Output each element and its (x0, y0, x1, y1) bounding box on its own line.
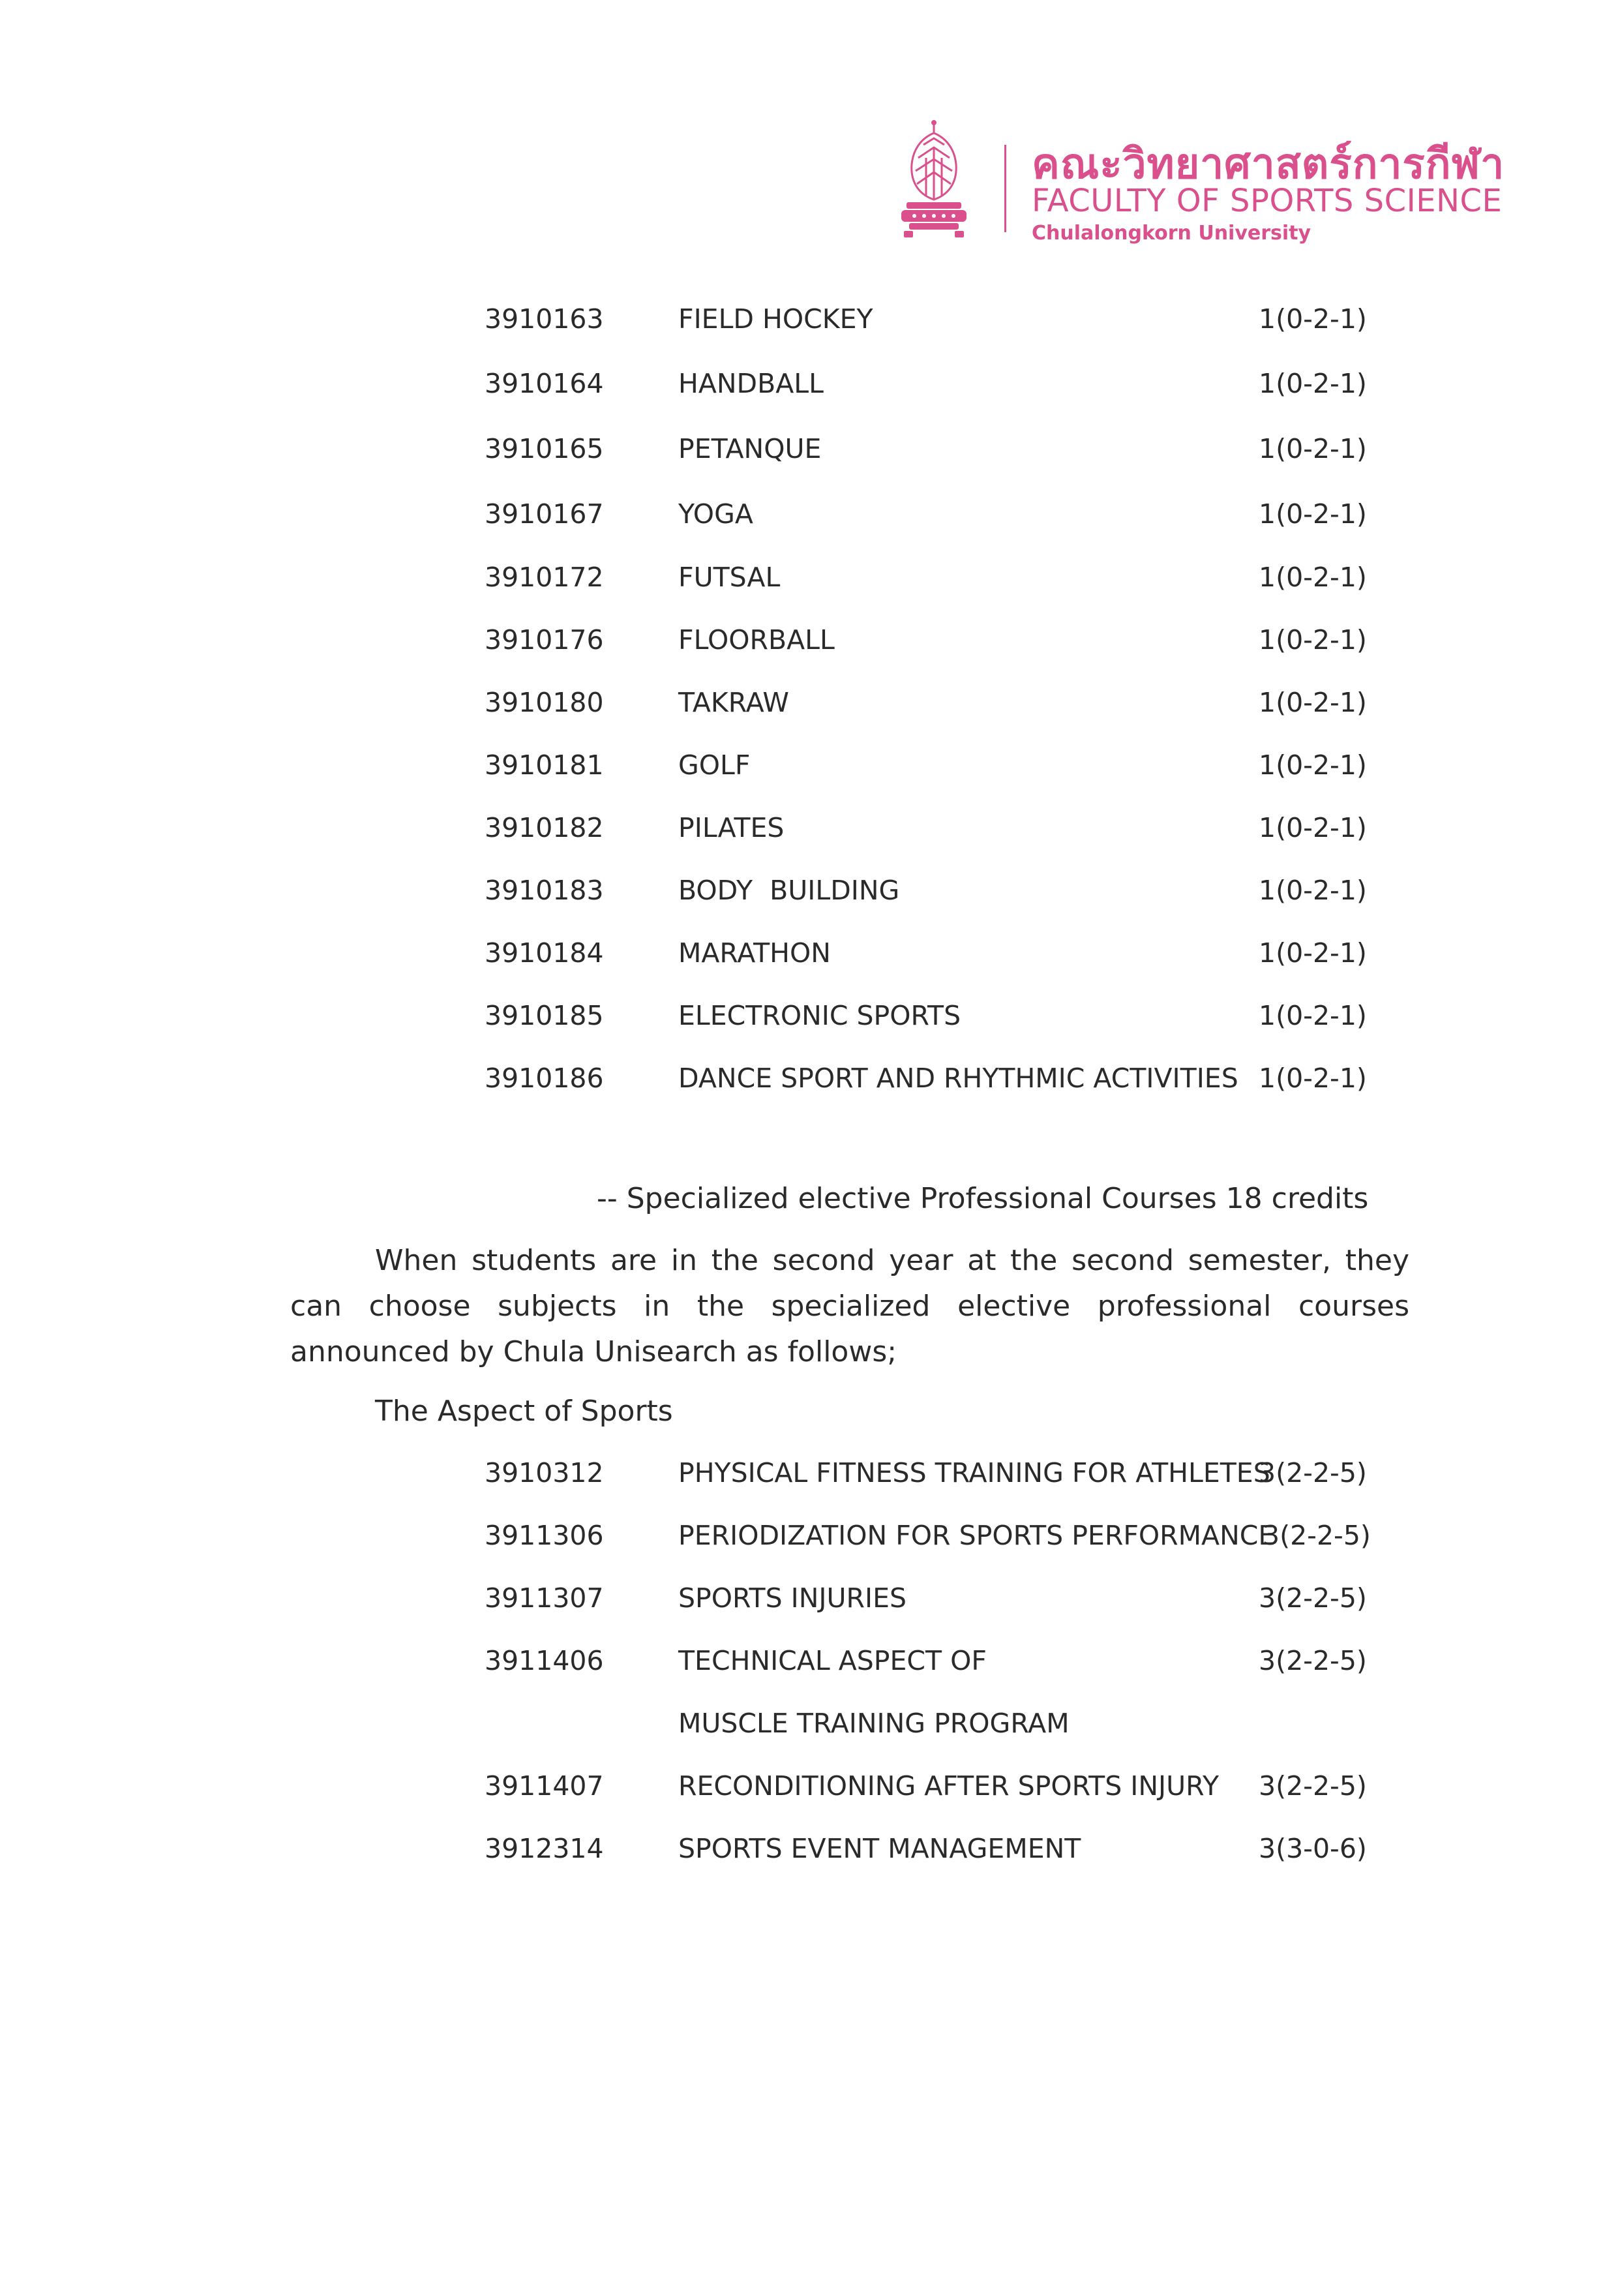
course-code: 3910183 (485, 875, 604, 906)
course-code: 3910163 (485, 303, 604, 335)
course-code: 3910184 (485, 937, 604, 969)
course-row (0, 562, 1618, 601)
course-credits: 1(0-2-1) (1259, 368, 1367, 399)
course-row (0, 1457, 1618, 1496)
course-title: FLOORBALL (678, 624, 835, 656)
course-credits: 3(2-2-5) (1259, 1770, 1367, 1802)
course-code: 3911406 (485, 1645, 604, 1676)
course-code: 3910182 (485, 812, 604, 843)
course-title: TECHNICAL ASPECT OF (678, 1645, 987, 1676)
course-code: 3910185 (485, 1000, 604, 1031)
course-row (0, 1708, 1618, 1747)
course-code: 3910186 (485, 1063, 604, 1094)
course-code: 3910312 (485, 1457, 604, 1488)
course-title: TAKRAW (678, 687, 789, 718)
course-credits: 1(0-2-1) (1259, 498, 1367, 530)
course-code: 3910172 (485, 562, 604, 593)
course-row (0, 433, 1618, 472)
course-row (0, 1833, 1618, 1872)
section-heading: -- Specialized elective Professional Courses 18 credits (597, 1182, 1369, 1215)
course-title: SPORTS INJURIES (678, 1582, 907, 1614)
course-title: FUTSAL (678, 562, 781, 593)
course-credits: 3(2-2-5) (1259, 1457, 1367, 1488)
course-credits: 1(0-2-1) (1259, 624, 1367, 656)
course-row (0, 1645, 1618, 1684)
course-row (0, 875, 1618, 914)
course-title: MUSCLE TRAINING PROGRAM (678, 1708, 1070, 1739)
course-title: PERIODIZATION FOR SPORTS PERFORMANCE (678, 1520, 1276, 1551)
course-row (0, 687, 1618, 726)
course-title: GOLF (678, 749, 751, 781)
course-row (0, 1063, 1618, 1102)
course-credits: 3(2-2-5) (1263, 1520, 1371, 1551)
course-credits: 1(0-2-1) (1259, 875, 1367, 906)
course-code: 3912314 (485, 1833, 604, 1864)
course-title: PHYSICAL FITNESS TRAINING FOR ATHLETES (678, 1457, 1270, 1488)
course-code: 3911307 (485, 1582, 604, 1614)
course-code: 3911306 (485, 1520, 604, 1551)
course-credits: 1(0-2-1) (1259, 562, 1367, 593)
course-row (0, 749, 1618, 789)
chula-emblem-icon (895, 119, 973, 241)
course-row (0, 1520, 1618, 1559)
course-title: RECONDITIONING AFTER SPORTS INJURY (678, 1770, 1220, 1802)
course-code: 3910165 (485, 433, 604, 464)
course-title: HANDBALL (678, 368, 824, 399)
course-credits: 1(0-2-1) (1259, 687, 1367, 718)
course-row (0, 1582, 1618, 1622)
course-credits: 1(0-2-1) (1259, 303, 1367, 335)
aspect-heading: The Aspect of Sports (375, 1395, 673, 1428)
course-row (0, 937, 1618, 976)
course-title: PILATES (678, 812, 785, 843)
course-credits: 1(0-2-1) (1259, 812, 1367, 843)
course-title: ELECTRONIC SPORTS (678, 1000, 961, 1031)
course-title: FIELD HOCKEY (678, 303, 873, 335)
course-title: SPORTS EVENT MANAGEMENT (678, 1833, 1081, 1864)
course-code: 3910180 (485, 687, 604, 718)
intro-paragraph: When students are in the second year at the second semester, they can choose subjects in the specialized elective professional courses announced by Chula Unisearch as follows; (290, 1244, 1409, 1368)
course-title: DANCE SPORT AND RHYTHMIC ACTIVITIES (678, 1063, 1238, 1094)
course-credits: 1(0-2-1) (1259, 433, 1367, 464)
course-code: 3910167 (485, 498, 604, 530)
course-title: MARATHON (678, 937, 831, 969)
course-credits: 1(0-2-1) (1259, 937, 1367, 969)
course-title: PETANQUE (678, 433, 822, 464)
course-credits: 1(0-2-1) (1259, 1063, 1367, 1094)
course-row (0, 1000, 1618, 1039)
course-row (0, 1770, 1618, 1809)
university-name: Chulalongkorn University (1032, 222, 1311, 245)
course-title: YOGA (678, 498, 753, 530)
course-credits: 1(0-2-1) (1259, 749, 1367, 781)
course-title: BODY BUILDING (678, 875, 900, 906)
course-row (0, 368, 1618, 407)
course-credits: 3(2-2-5) (1259, 1582, 1367, 1614)
course-credits: 1(0-2-1) (1259, 1000, 1367, 1031)
course-credits: 3(3-0-6) (1259, 1833, 1367, 1864)
course-row (0, 624, 1618, 663)
header-divider (1004, 145, 1006, 232)
faculty-thai-name: คณะวิทยาศาสตร์การกีฬา (1032, 140, 1505, 189)
course-row (0, 812, 1618, 851)
course-credits: 3(2-2-5) (1259, 1645, 1367, 1676)
course-code: 3910176 (485, 624, 604, 656)
course-code: 3911407 (485, 1770, 604, 1802)
faculty-english-name: FACULTY OF SPORTS SCIENCE (1032, 183, 1503, 219)
faculty-header (895, 119, 1521, 249)
course-code: 3910164 (485, 368, 604, 399)
course-code: 3910181 (485, 749, 604, 781)
course-row (0, 303, 1618, 342)
course-row (0, 498, 1618, 537)
